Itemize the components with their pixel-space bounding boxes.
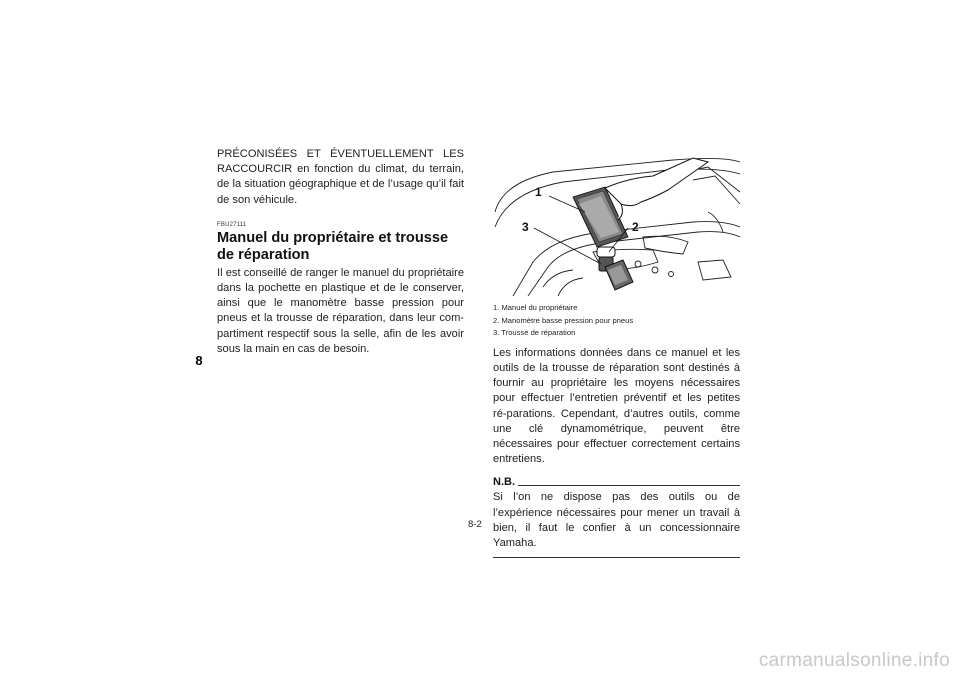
note-rule <box>518 485 740 486</box>
watermark: carmanualsonline.info <box>758 650 950 671</box>
intro-paragraph: PRÉCONISÉES ET ÉVENTUELLEMENT LES RACCOURCIR en fonction du climat, du terrain, de la situation géographique et de l’usage qu’il fait de son véhicule. <box>217 148 464 206</box>
note-text: Si l’on ne dispose pas des outils ou de l’expérience nécessaires pour mener un travail à bien, il faut le confier à un concessionnaire Yamaha. <box>493 491 740 550</box>
section-paragraph: Il est conseillé de ranger le manuel du propriétaire dans la pochette en plastique et de le conserver, ainsi que le manomètre basse pression pour pneus et la trousse de réparation, dans leur com-partiment respectif sous la selle, afin de les avoir sous la main en cas de besoin. <box>217 266 464 355</box>
illustration-svg <box>493 152 740 296</box>
storage-compartment-illustration <box>493 152 740 296</box>
note-header <box>493 475 740 489</box>
caption-item: 2. Manomètre basse pression pour pneus <box>493 315 634 325</box>
callout-2: 2 <box>632 220 639 234</box>
section-heading: Manuel du propriétaire et trousse de réparation <box>217 229 449 263</box>
chapter-tab: 8 <box>185 340 213 380</box>
right-column <box>493 152 740 558</box>
left-column <box>217 147 464 357</box>
callout-3: 3 <box>522 220 529 234</box>
note-label: N.B. <box>493 476 515 489</box>
caption-item: 3. Trousse de réparation <box>493 328 576 338</box>
reference-code: FBU27111 <box>217 221 247 228</box>
page-number: 8-2 <box>468 519 482 530</box>
tools-paragraph: Les informations données dans ce manuel et les outils de la trousse de réparation sont destinés à fournir au propriétaire les moyens nécessaires pour effectuer l’entretien préventif et les petites ré-parations. Cependant, d’autres outils, comme une clé dynamométrique, peuvent être nécessaires pour effectuer correctement certains entretiens. <box>493 346 740 466</box>
callout-1: 1 <box>535 185 542 199</box>
note-end-rule <box>493 557 740 558</box>
figure-captions <box>493 302 740 340</box>
caption-item: 1. Manuel du propriétaire <box>493 303 578 312</box>
